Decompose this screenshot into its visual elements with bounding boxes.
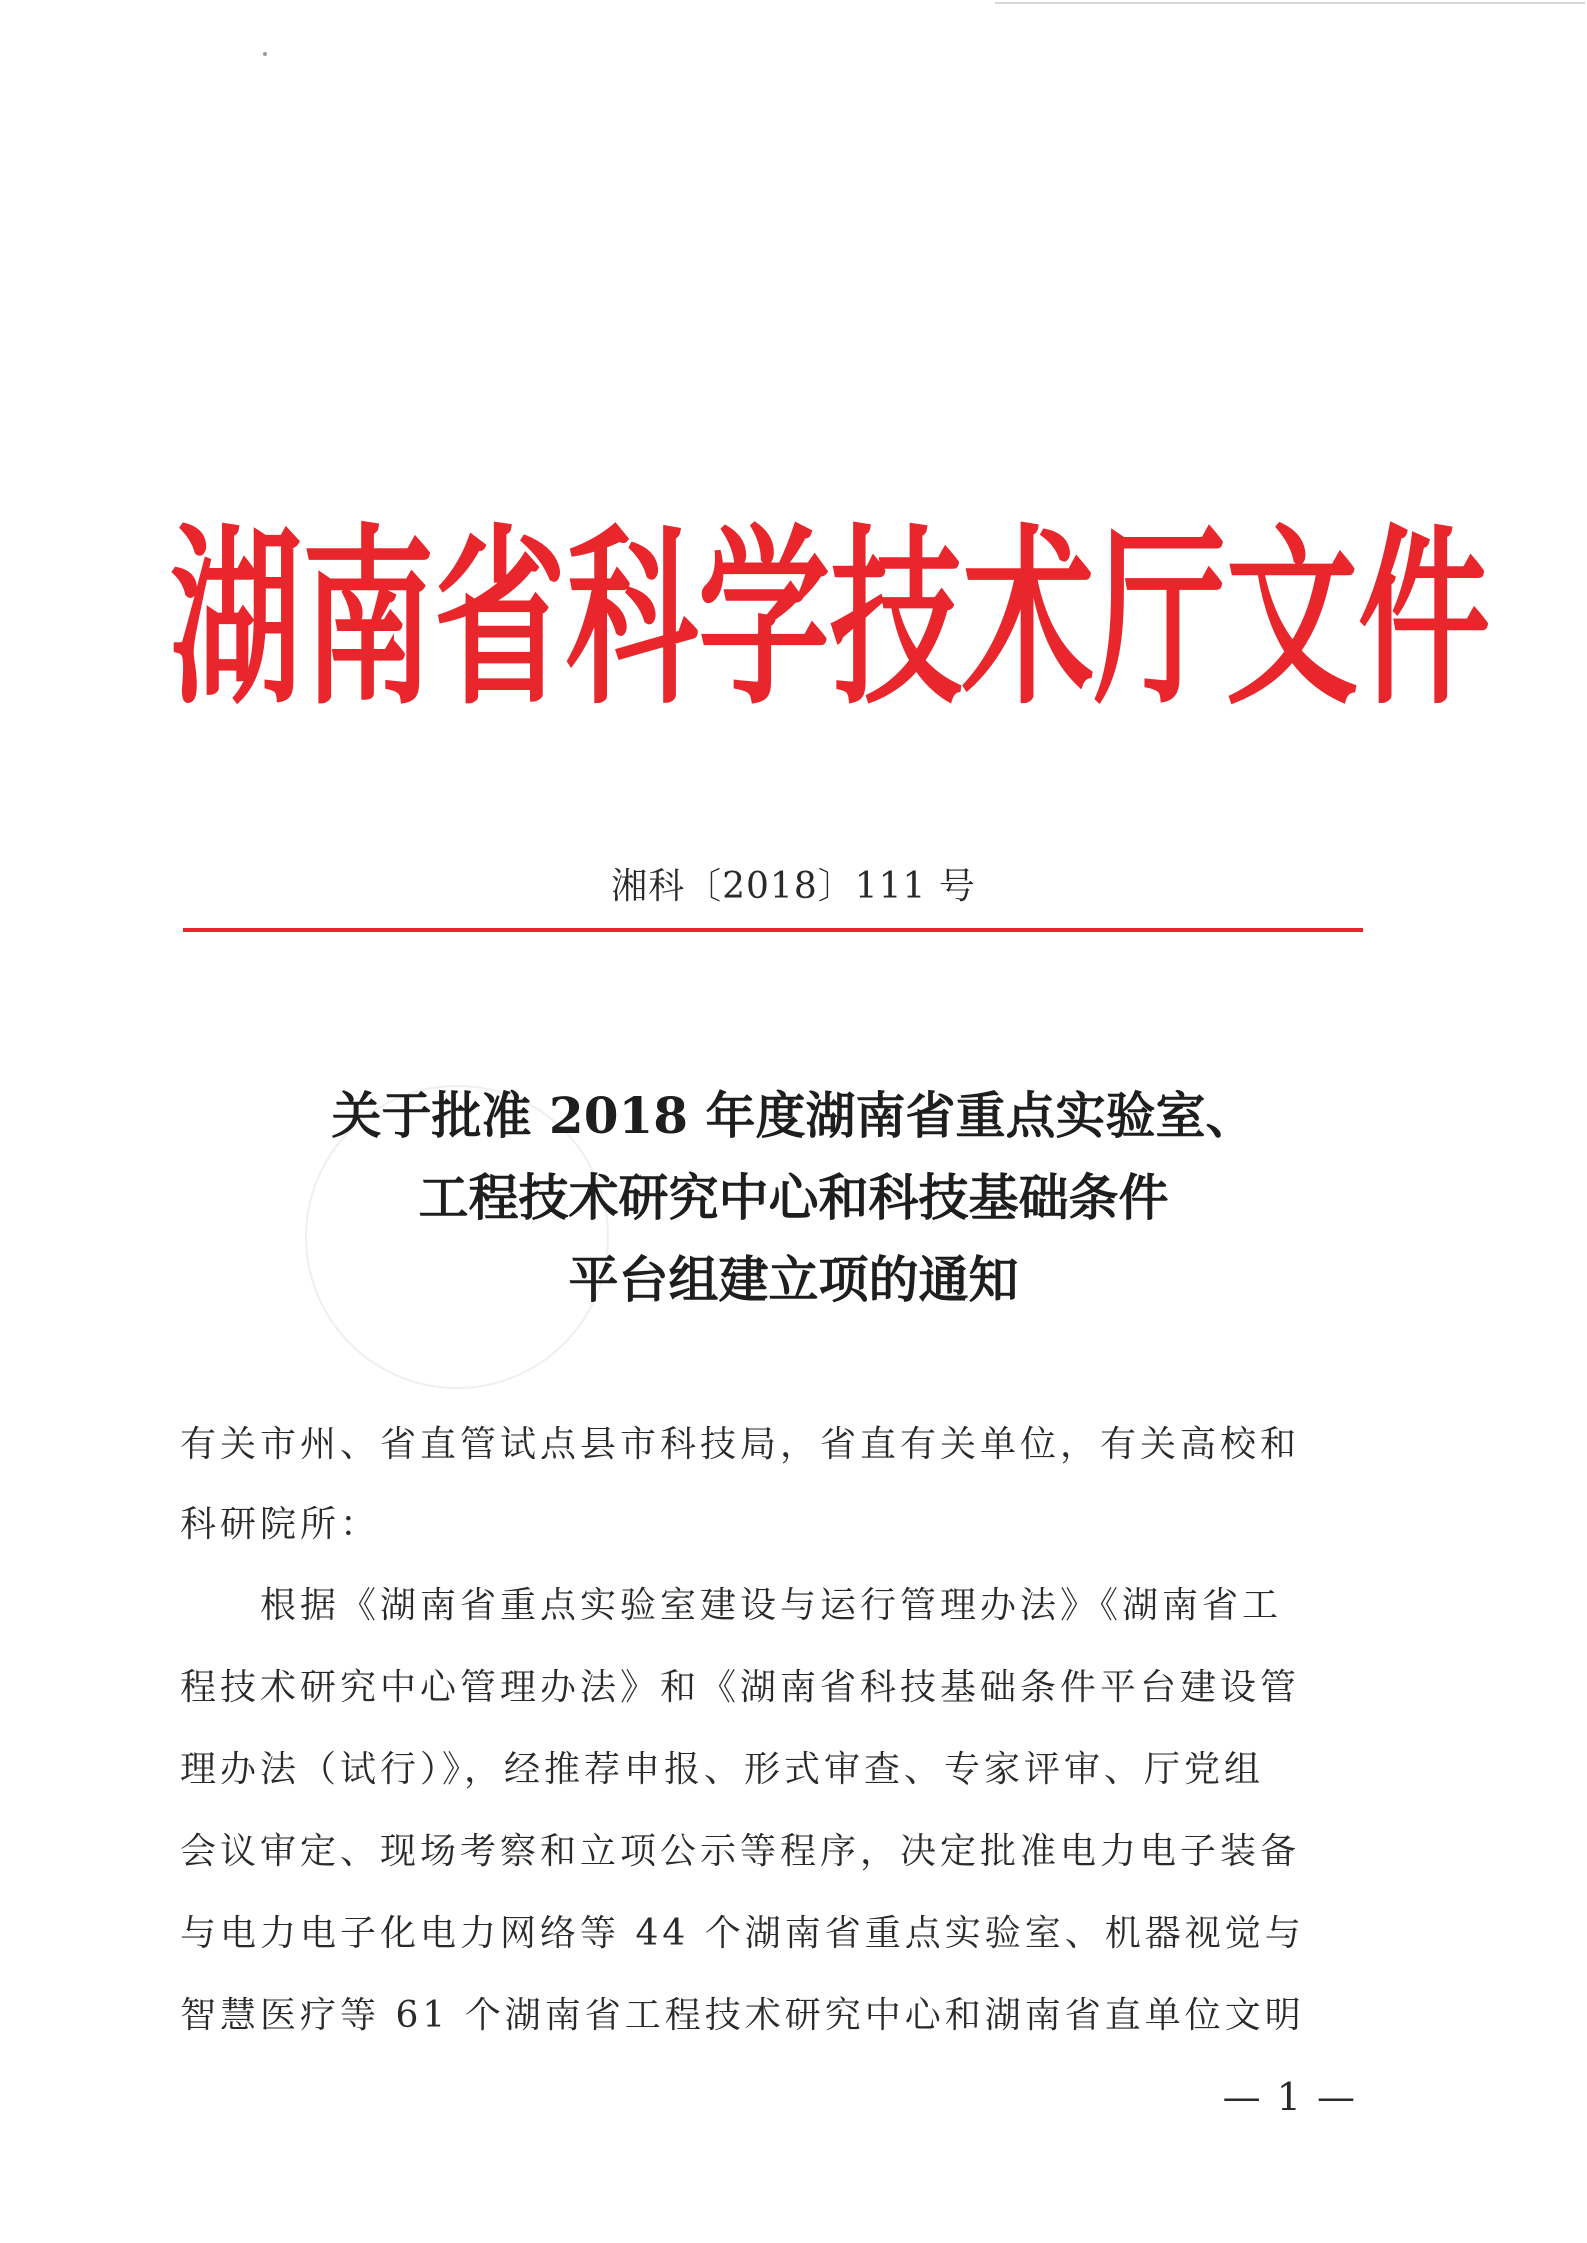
salutation-line: 有关市州、省直管试点县市科技局，省直有关单位，有关高校和 [180, 1424, 1301, 1465]
salutation [180, 1405, 1360, 1565]
page-number: — 1 — [1222, 2075, 1357, 2119]
masthead-char: 南 [302, 508, 434, 732]
title-line: 平台组建立项的通知 [568, 1250, 1019, 1309]
masthead-char: 学 [698, 508, 830, 732]
masthead-char: 术 [962, 508, 1094, 732]
masthead-title [170, 508, 1490, 732]
masthead-char: 湖 [170, 508, 302, 732]
document-number: 湘科〔2018〕111 号 [611, 866, 976, 907]
body-line: 根据《湖南省重点实验室建设与运行管理办法》《湖南省工 [260, 1585, 1283, 1626]
masthead-char: 厅 [1094, 508, 1226, 732]
body-line: 会议审定、现场考察和立项公示等程序，决定批准电力电子装备 [180, 1831, 1301, 1872]
body-line: 程技术研究中心管理办法》和《湖南省科技基础条件平台建设管 [180, 1667, 1301, 1708]
masthead-char: 科 [566, 508, 698, 732]
body-paragraph [180, 1565, 1360, 2057]
title-line: 工程技术研究中心和科技基础条件 [418, 1168, 1169, 1227]
body-line: 智慧医疗等 61 个湖南省工程技术研究中心和湖南省直单位文明 [180, 1995, 1305, 2036]
masthead-char: 文 [1226, 508, 1358, 732]
masthead-char: 省 [434, 508, 566, 732]
body-line: 与电力电子化电力网络等 44 个湖南省重点实验室、机器视觉与 [180, 1913, 1305, 1954]
masthead-char: 件 [1358, 508, 1490, 732]
masthead-char: 技 [830, 508, 962, 732]
red-divider-line [183, 928, 1363, 932]
salutation-line: 科研院所： [180, 1504, 381, 1545]
notice-title [0, 1075, 1587, 1321]
scan-speck [263, 52, 267, 56]
body-line: 理办法（试行）》，经推荐申报、形式审查、专家评审、厅党组 [180, 1749, 1265, 1790]
title-line: 关于批准 2018 年度湖南省重点实验室、 [331, 1086, 1256, 1145]
scan-edge-line [995, 2, 1585, 4]
